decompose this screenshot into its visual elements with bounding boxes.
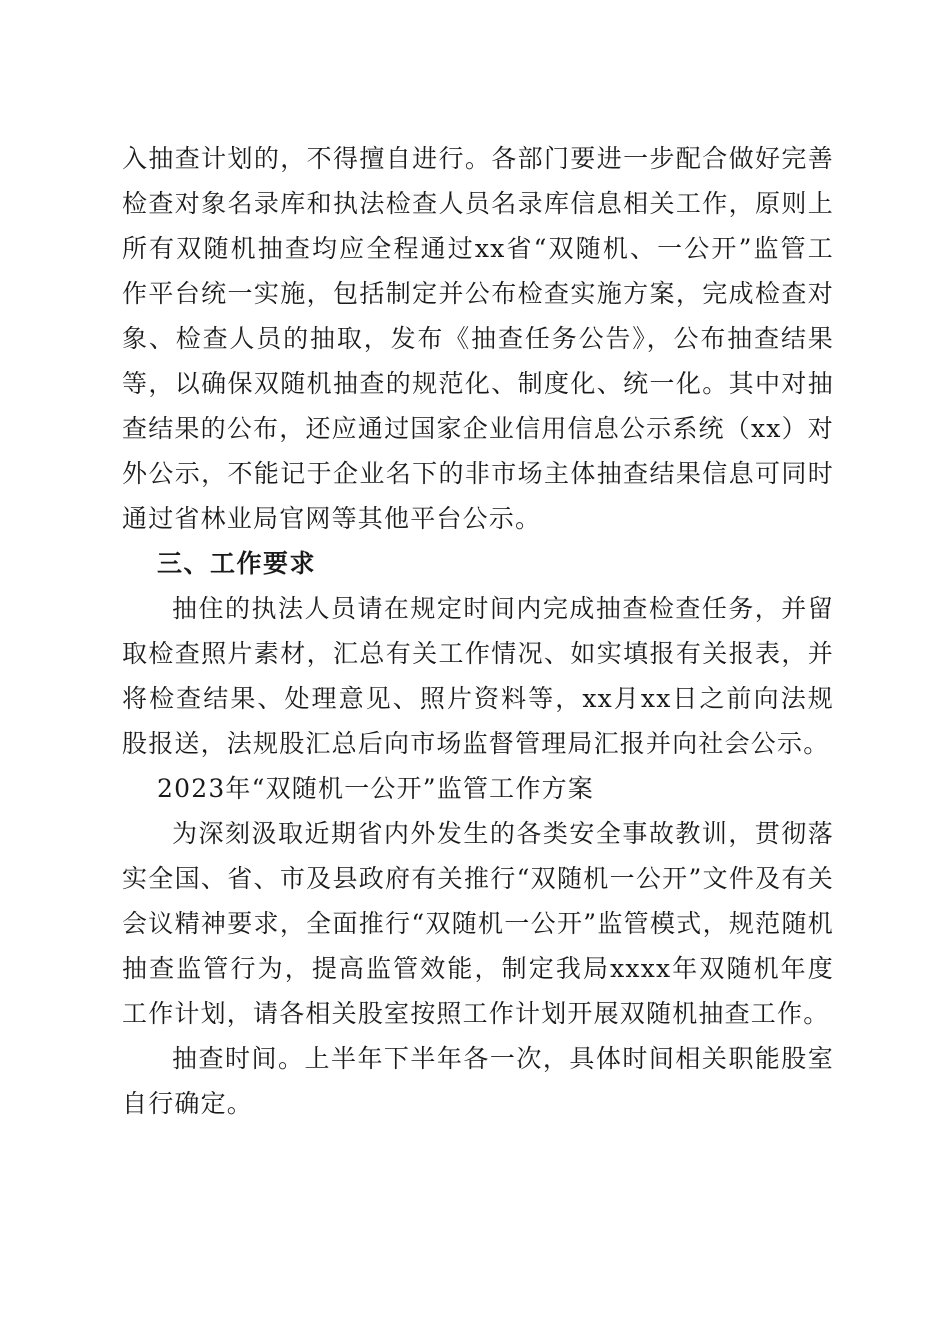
paragraph-inspection-time: 抽查时间。上半年下半年各一次，具体时间相关职能股室自行确定。 — [122, 1044, 834, 1118]
section-heading-work-requirements: 三、工作要求 — [157, 549, 317, 578]
paragraph-plan-intro: 为深刻汲取近期省内外发生的各类安全事故教训，贯彻落实全国、省、市及县政府有关推行“双随机一公开”文件及有关会议精神要求，全面推行“双随机一公开”监管模式，规范随机抽查监管行为，提高监管效能，制定我局xxxx年双随机年度工作计划，请各相关股室按照工作计划开展双随机抽查工作。 — [122, 819, 834, 1028]
paragraph-work-requirements: 抽住的执法人员请在规定时间内完成抽查检查任务，并留取检查照片素材，汇总有关工作情况、如实填报有关报表，并将检查结果、处理意见、照片资料等，xx月xx日之前向法规股报送，法规股汇总后向市场监督管理局汇报并向社会公示。 — [122, 594, 834, 758]
document-subtitle: 2023年“双随机一公开”监管工作方案 — [157, 774, 594, 803]
paragraph-continuation: 入抽查计划的，不得擅自进行。各部门要进一步配合做好完善检查对象名录库和执法检查人员名录库信息相关工作，原则上所有双随机抽查均应全程通过xx省“双随机、一公开”监管工作平台统一实施，包括制定并公布检查实施方案，完成检查对象、检查人员的抽取，发布《抽查任务公告》，公布抽查结果等，以确保双随机抽查的规范化、制度化、统一化。其中对抽查结果的公布，还应通过国家企业信用信息公示系统（xx）对外公示，不能记于企业名下的非市场主体抽查结果信息可同时通过省林业局官网等其他平台公示。 — [122, 144, 834, 533]
document-body — [122, 136, 834, 1126]
